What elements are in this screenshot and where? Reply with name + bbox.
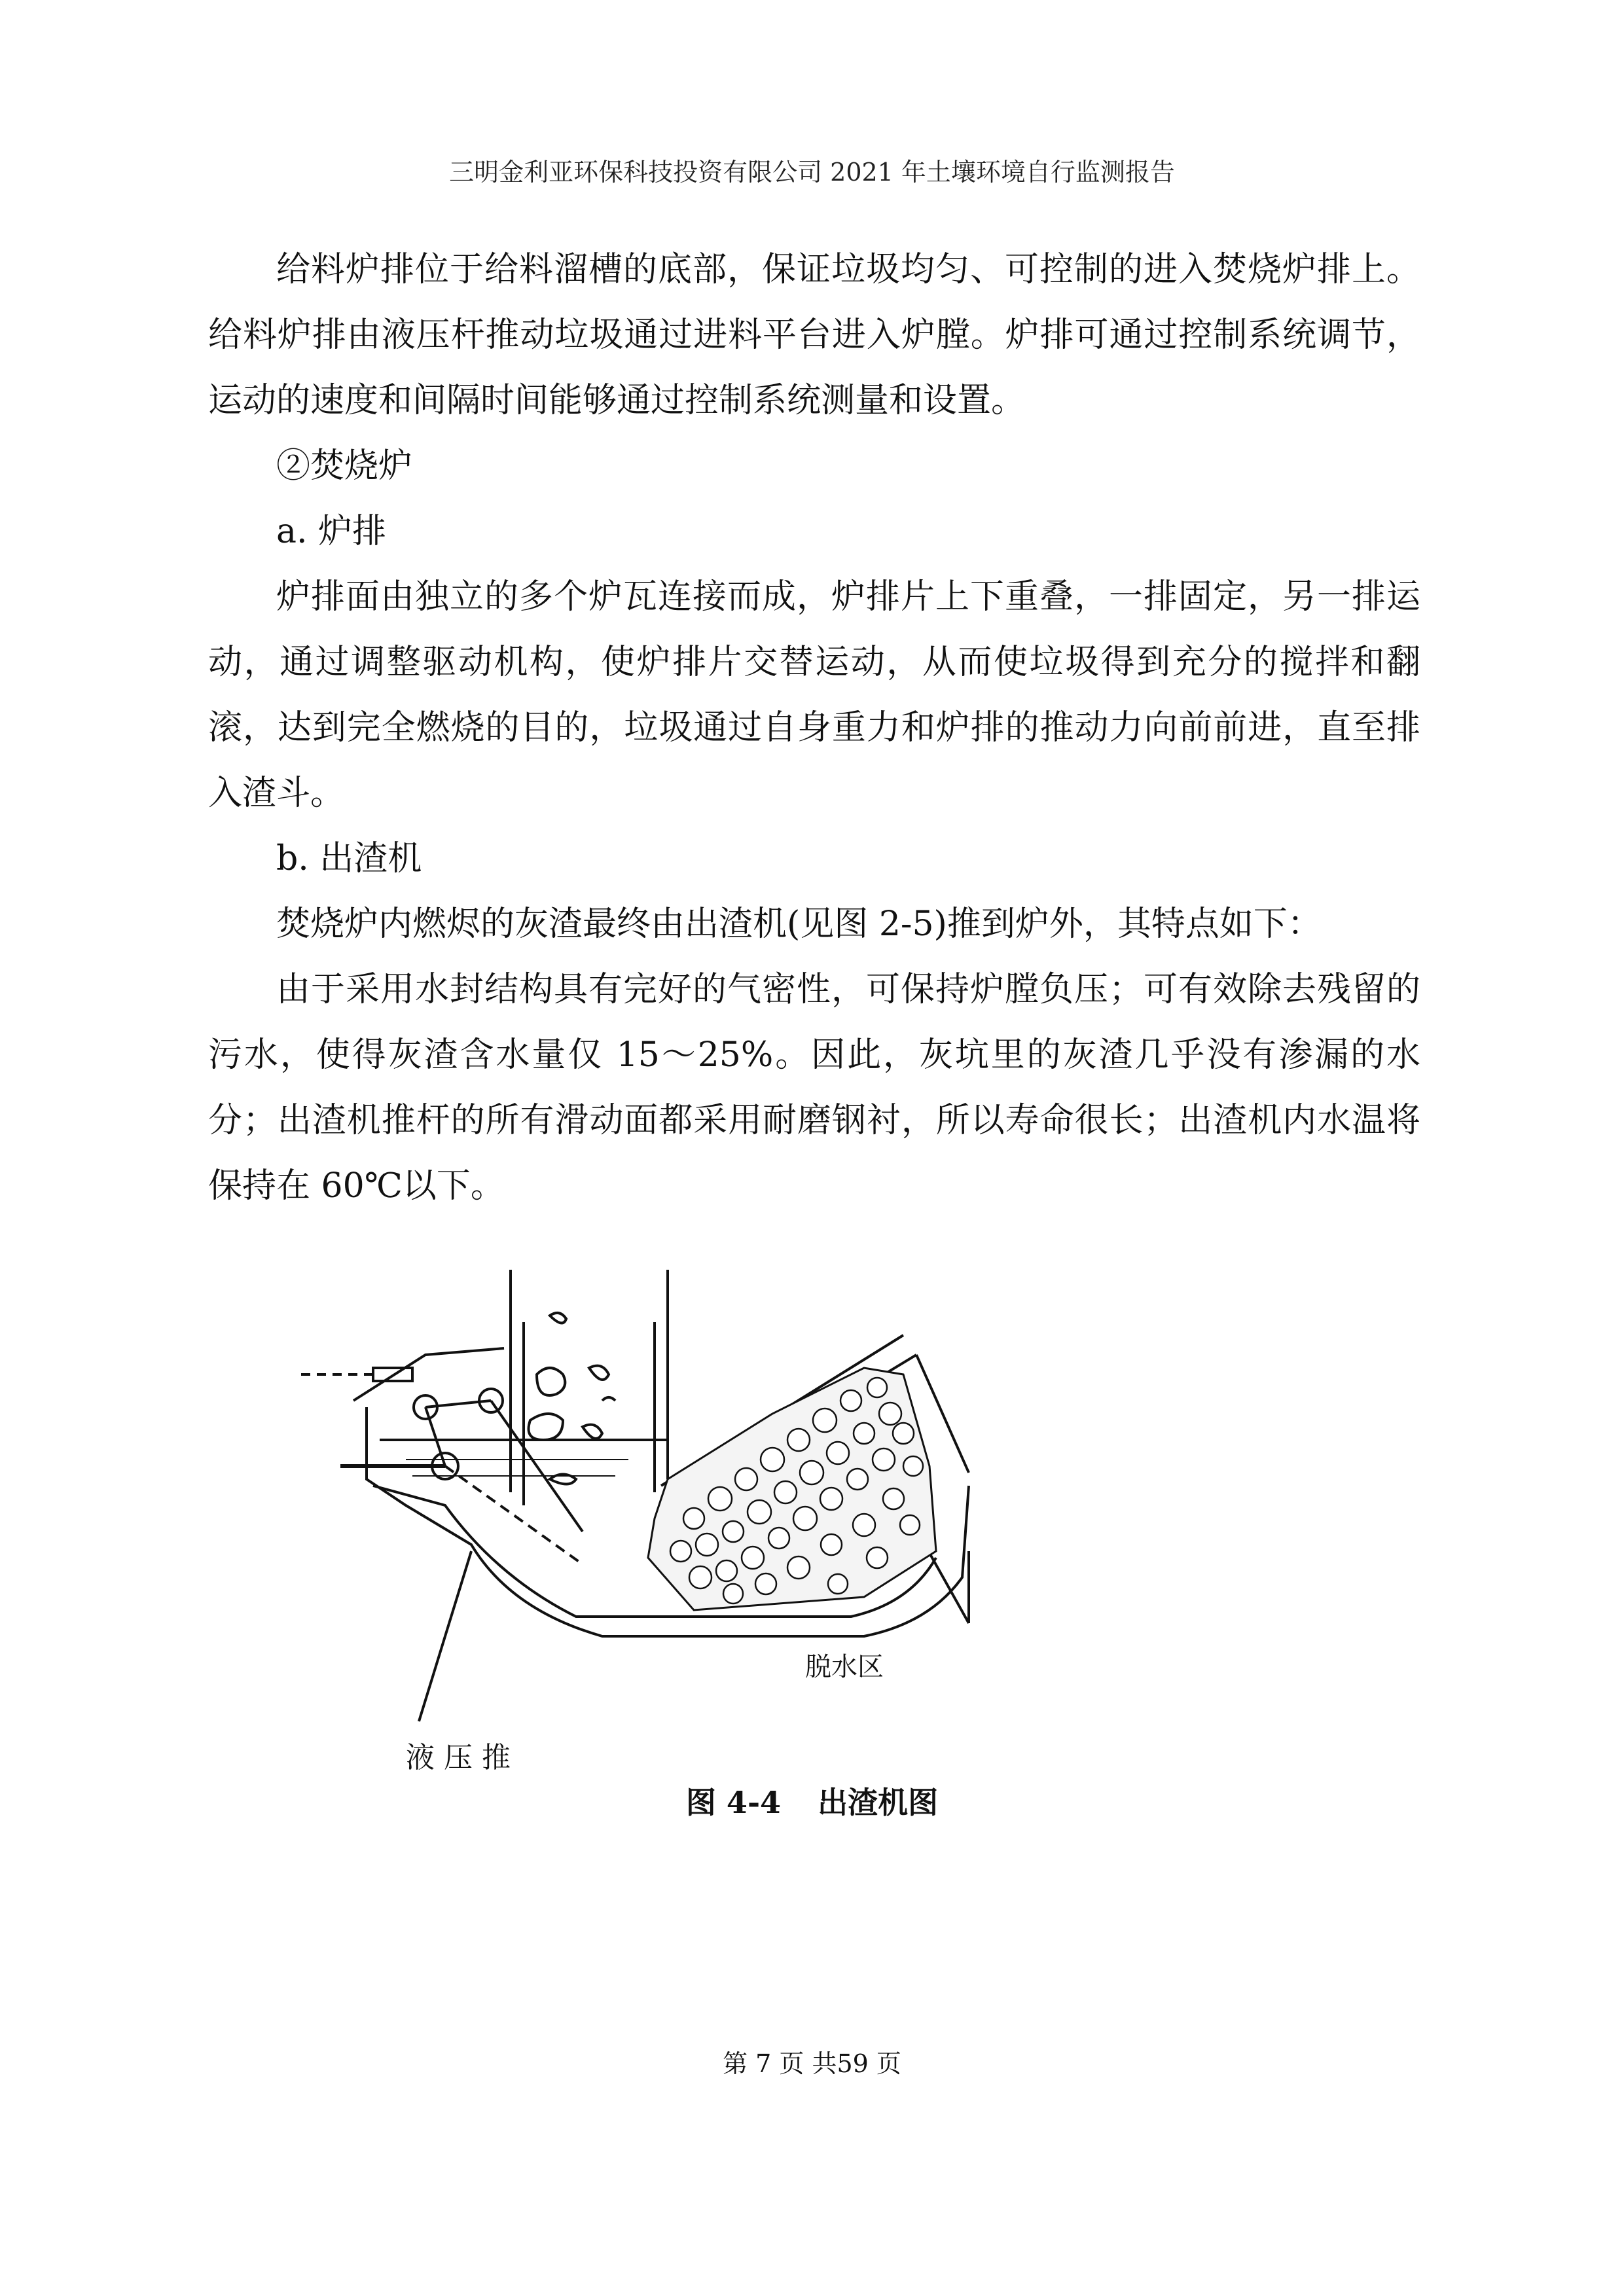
figure-caption	[0, 1779, 1624, 1822]
heading-grate: a. 炉排	[276, 512, 387, 551]
ash-pile	[648, 1368, 936, 1610]
page-footer: 第 7 页 共59 页	[723, 2049, 901, 2078]
label-hydraulic-pusher: 液 压 推	[406, 1741, 511, 1774]
paragraph-slag-intro: 焚烧炉内燃烬的灰渣最终由出渣机(见图 2-5)推到炉外，其特点如下：	[276, 905, 1322, 944]
label-dewatering-zone: 脱水区	[805, 1652, 884, 1682]
caption-title: 出渣机图	[818, 1785, 939, 1820]
heading-incinerator: ②焚烧炉	[276, 446, 413, 486]
caption-number: 图 4-4	[685, 1785, 782, 1820]
slag-extractor-figure	[275, 1270, 1021, 1780]
paragraph-slag-features: 由于采用水封结构具有完好的气密性，可保持炉膛负压；可有效除去残留的污水，使得灰渣含水量仅 15～25%。因此，灰坑里的灰渣几乎没有渗漏的水分；出渣机推杆的所有滑动面都采用耐磨钢衬，所以寿命很长；出渣机内水温将保持在 60℃以下。	[208, 970, 1420, 1206]
heading-slag-extractor: b. 出渣机	[276, 839, 422, 878]
paragraph-grate: 炉排面由独立的多个炉瓦连接而成，炉排片上下重叠，一排固定，另一排运动，通过调整驱动机构，使炉排片交替运动，从而使垃圾得到充分的搅拌和翻滚，达到完全燃烧的目的，垃圾通过自身重力和炉排的推动力向前前进，直至排入渣斗。	[208, 577, 1420, 813]
slag-extractor-diagram	[275, 1270, 1021, 1780]
paragraph-feeder-grate: 给料炉排位于给料溜槽的底部，保证垃圾均匀、可控制的进入焚烧炉排上。给料炉排由液压杆推动垃圾通过进料平台进入炉膛。炉排可通过控制系统调节，运动的速度和间隔时间能够通过控制系统测量和设置。	[208, 250, 1420, 420]
page-header: 三明金利亚环保科技投资有限公司 2021 年土壤环境自行监测报告	[449, 158, 1175, 187]
leader-line-hydraulic	[419, 1551, 471, 1721]
pusher-stroke-line	[445, 1466, 583, 1564]
